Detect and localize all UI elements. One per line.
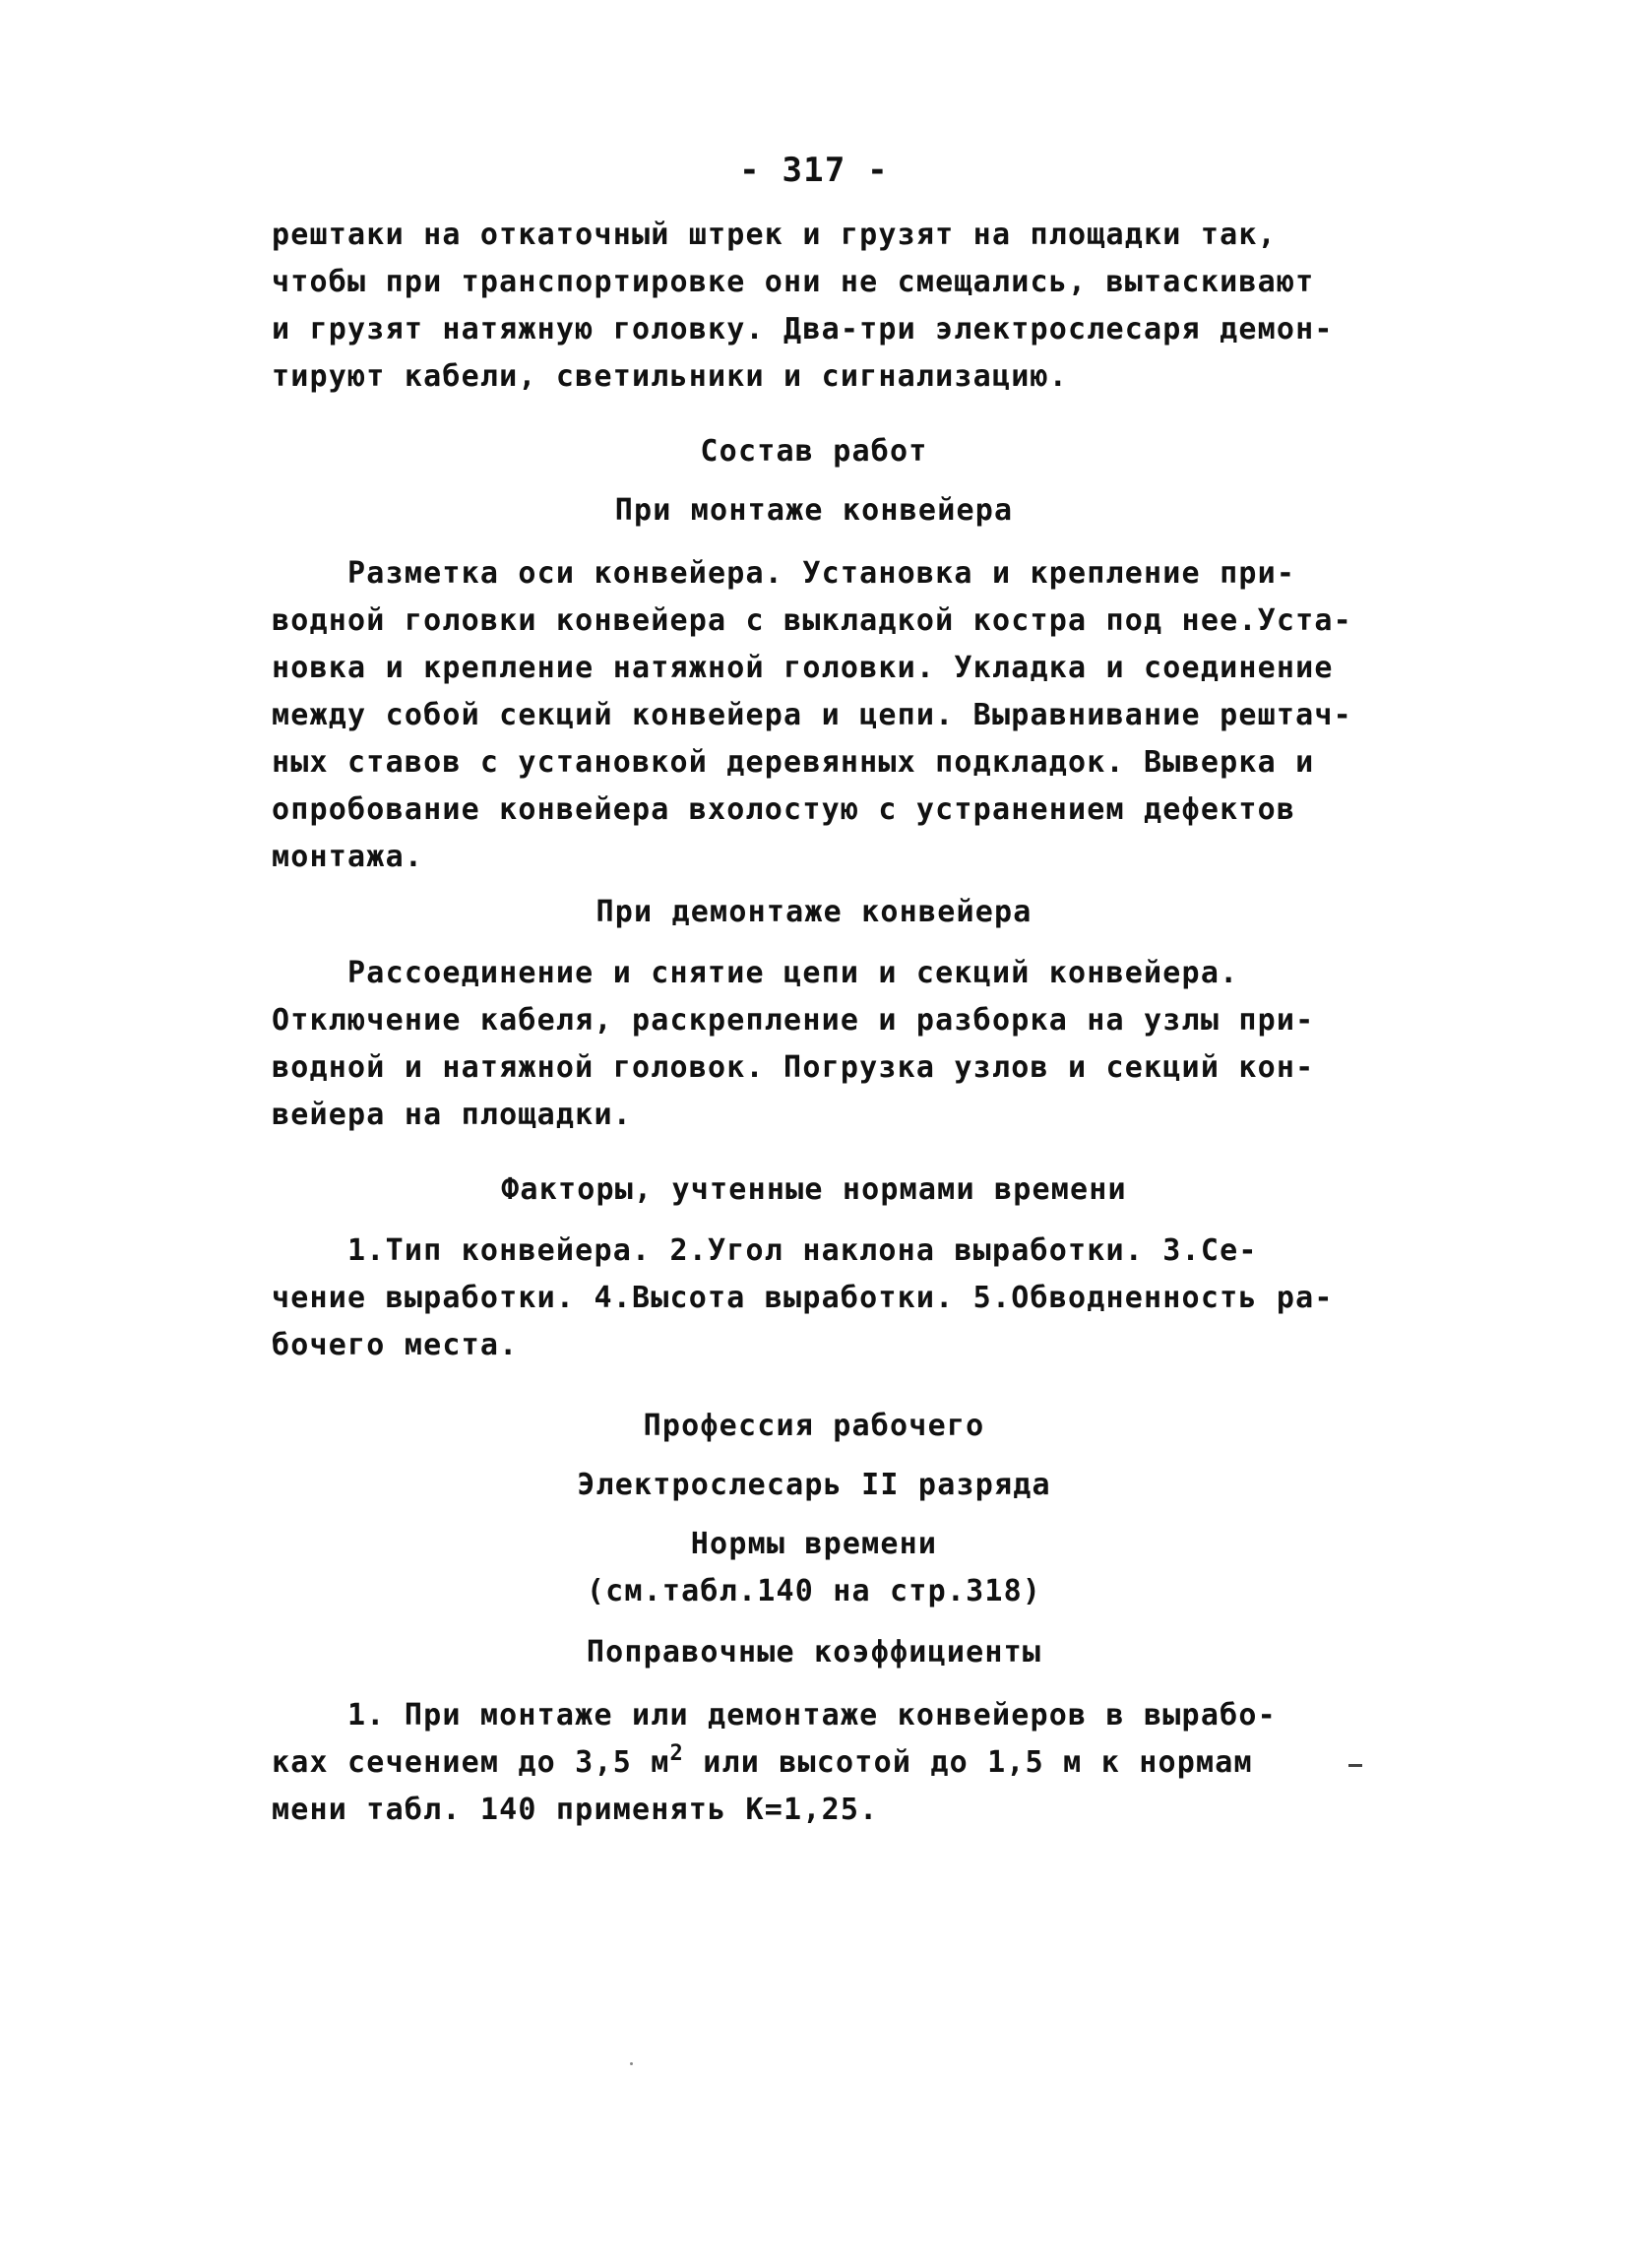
text-line: монтажа.	[272, 840, 424, 874]
text-fragment: или высотой до 1,5 м к нормам	[683, 1745, 1253, 1780]
text-line: 1. При монтаже или демонтаже конвейеров в вырабо-	[272, 1698, 1277, 1732]
text-line: водной и натяжной головок. Погрузка узлов и секций кон-	[272, 1050, 1315, 1085]
text-line: тируют кабели, светильники и сигнализацию.	[272, 359, 1068, 394]
text-line: чение выработки. 4.Высота выработки. 5.Обводненность ра-	[272, 1281, 1334, 1315]
text-line: Отключение кабеля, раскрепление и разборка на узлы при-	[272, 1003, 1315, 1038]
text-line: рештаки на откаточный штрек и грузят на площадки так,	[272, 218, 1277, 252]
text-line	[272, 1741, 1253, 1780]
profession-value: Электрослесарь II разряда	[577, 1468, 1051, 1502]
text-line: ных ставов с установкой деревянных подкладок. Выверка и	[272, 745, 1315, 780]
section-heading: Нормы времени	[690, 1527, 938, 1561]
text-line: 1.Тип конвейера. 2.Угол наклона выработки. 3.Се-	[272, 1233, 1258, 1268]
text-line: опробование конвейера вхолостую с устранением дефектов	[272, 792, 1296, 827]
text-line: чтобы при транспортировке они не смещались, вытаскивают	[272, 265, 1315, 299]
text-line: вейера на площадки.	[272, 1098, 632, 1132]
text-line: и грузят натяжную головку. Два-три электрослесаря демон-	[272, 312, 1334, 346]
text-line: бочего места.	[272, 1328, 519, 1362]
text-line: новка и крепление натяжной головки. Укладка и соединение	[272, 651, 1334, 685]
section-heading: Профессия рабочего	[643, 1409, 985, 1443]
section-heading: Поправочные коэффициенты	[586, 1635, 1042, 1670]
text-line: Рассоединение и снятие цепи и секций конвейера.	[272, 956, 1239, 990]
norms-reference: (см.табл.140 на стр.318)	[586, 1574, 1042, 1608]
text-line: Разметка оси конвейера. Установка и крепление при-	[272, 556, 1296, 591]
text-line: водной головки конвейера с выкладкой костра под нее.Уста-	[272, 603, 1352, 638]
section-heading: Состав работ	[700, 434, 928, 469]
superscript: 2	[669, 1741, 684, 1766]
subsection-heading: При монтаже конвейера	[614, 493, 1014, 528]
subsection-heading: При демонтаже конвейера	[595, 895, 1033, 929]
scan-speck	[630, 2062, 633, 2065]
section-heading: Факторы, учтенные нормами времени	[501, 1172, 1127, 1207]
text-line: мени табл. 140 применять К=1,25.	[272, 1793, 879, 1827]
page-number: - 317 -	[739, 151, 889, 190]
margin-mark	[1348, 1764, 1362, 1767]
text-line: между собой секций конвейера и цепи. Выравнивание рештач-	[272, 698, 1352, 732]
text-fragment: ках сечением до 3,5 м	[272, 1745, 670, 1780]
